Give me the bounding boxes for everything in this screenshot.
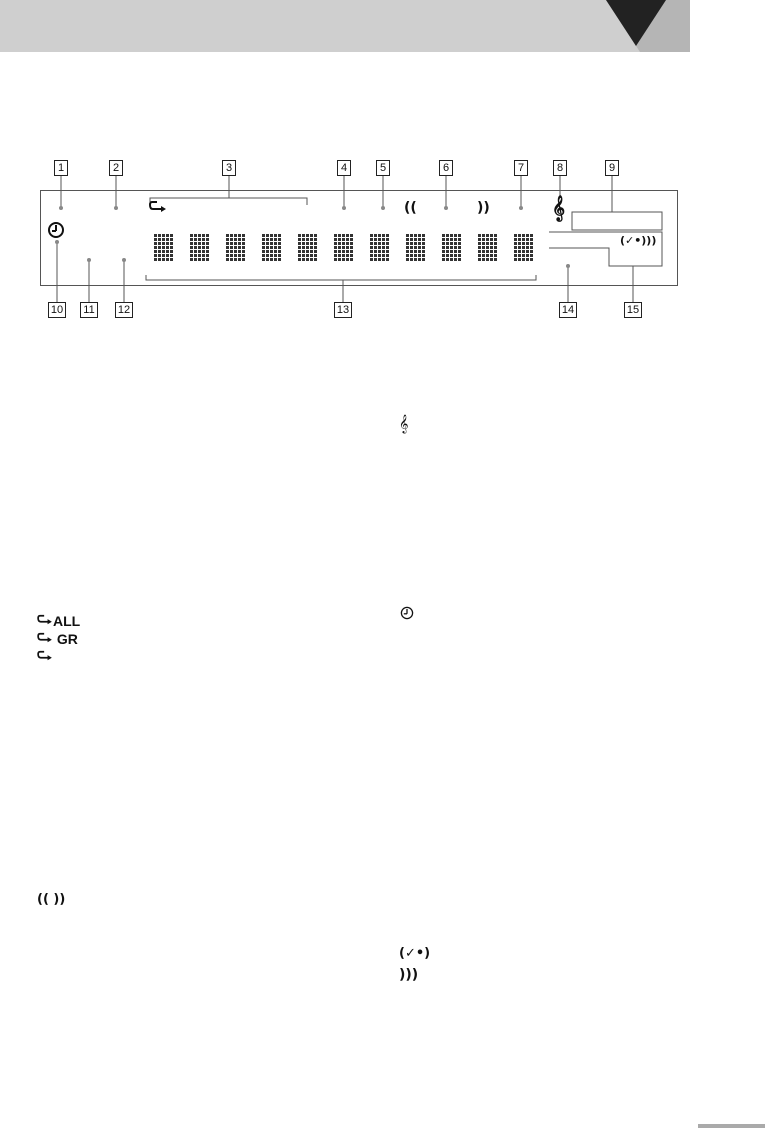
- matrix-character: [442, 234, 461, 261]
- repeat-icon: [37, 632, 53, 644]
- callout-4: 4: [337, 160, 351, 176]
- legend-bass-symbol-1: (✓•): [399, 946, 431, 961]
- callout-6: 6: [439, 160, 453, 176]
- legend-surround-symbol: (( )): [37, 892, 66, 907]
- callout-11: 11: [80, 302, 98, 318]
- surround-left-indicator: ((: [404, 200, 417, 216]
- callout-7: 7: [514, 160, 528, 176]
- matrix-character: [334, 234, 353, 261]
- surround-right-indicator: )): [477, 200, 490, 216]
- bass-indicator: (✓•))): [620, 234, 657, 247]
- matrix-character: [262, 234, 281, 261]
- treble-clef-icon: 𝄞: [552, 196, 566, 221]
- repeat-group-label: GR: [56, 631, 78, 647]
- callout-10: 10: [48, 302, 66, 318]
- matrix-character: [370, 234, 389, 261]
- callout-5: 5: [376, 160, 390, 176]
- callout-9: 9: [605, 160, 619, 176]
- matrix-character: [514, 234, 533, 261]
- legend-bass-symbol-2: ))): [399, 967, 419, 983]
- callout-1: 1: [54, 160, 68, 176]
- legend-timer-icon: [399, 605, 415, 626]
- legend-clef-icon: 𝄞: [399, 414, 409, 433]
- matrix-character: [406, 234, 425, 261]
- callout-8: 8: [553, 160, 567, 176]
- legend-repeat-all: [37, 612, 80, 630]
- matrix-character: [226, 234, 245, 261]
- repeat-icon: [37, 614, 53, 626]
- repeat-all-label: ALL: [53, 613, 81, 629]
- callout-3: 3: [222, 160, 236, 176]
- legend-repeat-one: [37, 648, 80, 666]
- callout-12: 12: [115, 302, 133, 318]
- matrix-character: [298, 234, 317, 261]
- timer-icon: [46, 220, 66, 245]
- callout-14: 14: [559, 302, 577, 318]
- footer-bar: [698, 1124, 765, 1128]
- matrix-character: [190, 234, 209, 261]
- repeat-icon: [149, 200, 167, 219]
- callout-13: 13: [334, 302, 352, 318]
- matrix-character: [154, 234, 173, 261]
- legend-repeat-group: [37, 630, 80, 648]
- callout-2: 2: [109, 160, 123, 176]
- character-display: [154, 234, 533, 261]
- callout-15: 15: [624, 302, 642, 318]
- matrix-character: [478, 234, 497, 261]
- repeat-icon: [37, 650, 53, 662]
- repeat-legend: [37, 612, 80, 666]
